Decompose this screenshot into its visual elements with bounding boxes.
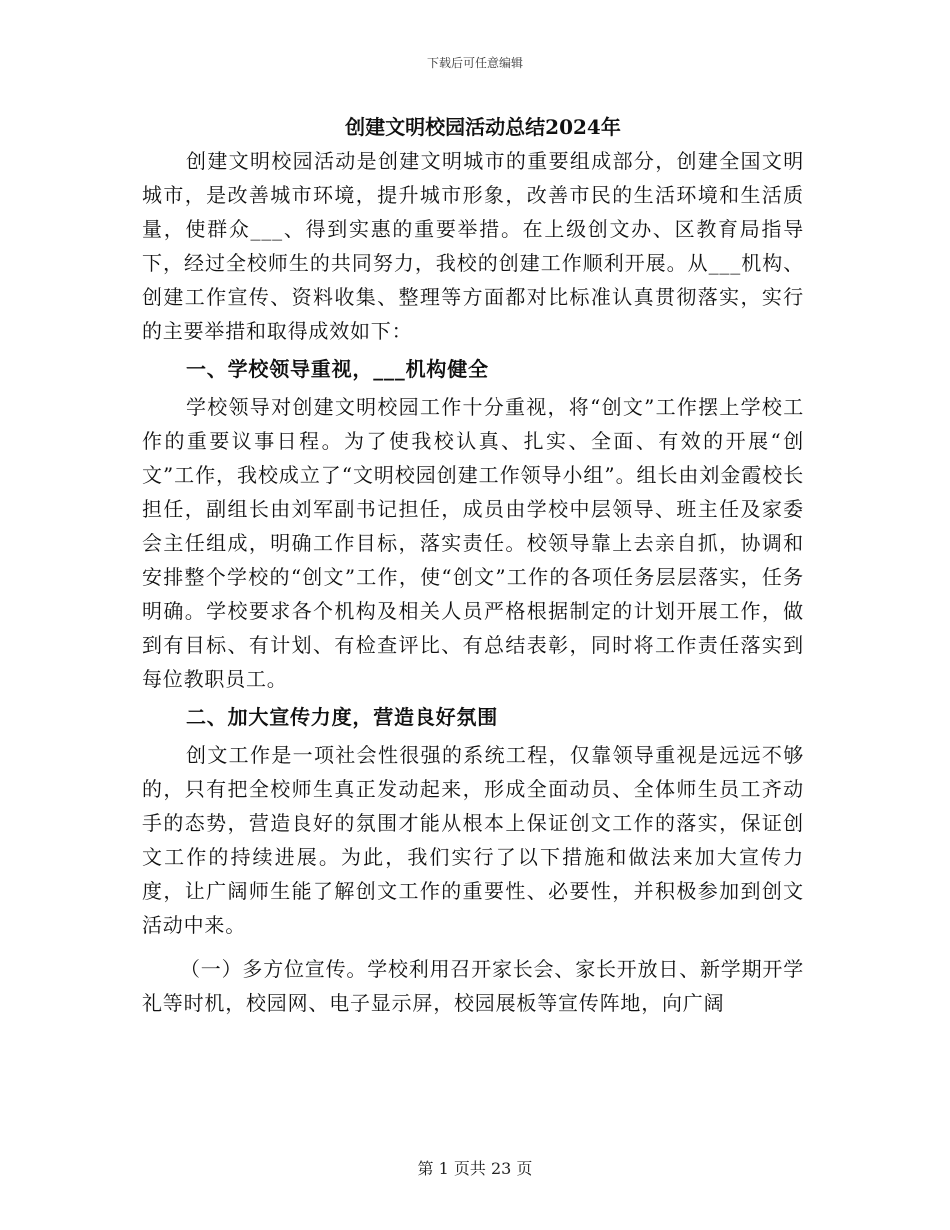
header-note: 下载后可任意编辑: [426, 56, 523, 70]
intro-paragraph: 创建文明校园活动是创建文明城市的重要组成部分，创建全国文明城市，是改善城市环境，提升城市形象，改善市民的生活环境和生活质量，使群众___、得到实惠的重要举措。在上级创文办、区教育局指导下，经过全校师生的共同努力，我校的创建工作顺利开展。从___机构、创建工作宣传、资料收集、整理等方面都对比标准认真贯彻落实，实行的主要举措和取得成效如下：: [142, 149, 804, 343]
subsection-1-paragraph: （一）多方位宣传。学校利用召开家长会、家长开放日、新学期开学礼等时机，校园网、电子显示屏，校园展板等宣传阵地，向广阔: [142, 957, 804, 1015]
section-1-paragraph: 学校领导对创建文明校园工作十分重视，将“创文”工作摆上学校工作的重要议事日程。为了使我校认真、扎实、全面、有效的开展“创文”工作，我校成立了“文明校园创建工作领导小组”。组长由刘金霞校长担任，副组长由刘军副书记担任，成员由学校中层领导、班主任及家委会主任组成，明确工作目标，落实责任。校领导靠上去亲自抓，协调和安排整个学校的“创文”工作，使“创文”工作的各项任务层层落实，任务明确。学校要求各个机构及相关人员严格根据制定的计划开展工作，做到有目标、有计划、有检查评比、有总结表彰，同时将工作责任落实到每位教职员工。: [142, 395, 804, 691]
section-heading-1: 一、学校领导重视，___机构健全: [186, 357, 489, 381]
section-2-paragraph: 创文工作是一项社会性很强的系统工程，仅靠领导重视是远远不够的，只有把全校师生真正发动起来，形成全面动员、全体师生员工齐动手的态势，营造良好的氛围才能从根本上保证创文工作的落实，保证创文工作的持续进展。为此，我们实行了以下措施和做法来加大宣传力度，让广阔师生能了解创文工作的重要性、必要性，并积极参加到创文活动中来。: [142, 743, 804, 937]
section-heading-2: 二、加大宣传力度，营造良好氛围: [186, 705, 498, 729]
document-title: 创建文明校园活动总结2024年: [345, 115, 621, 139]
page-footer: 第 1 页共 23 页: [417, 1159, 533, 1178]
document-body: [142, 110, 804, 1020]
